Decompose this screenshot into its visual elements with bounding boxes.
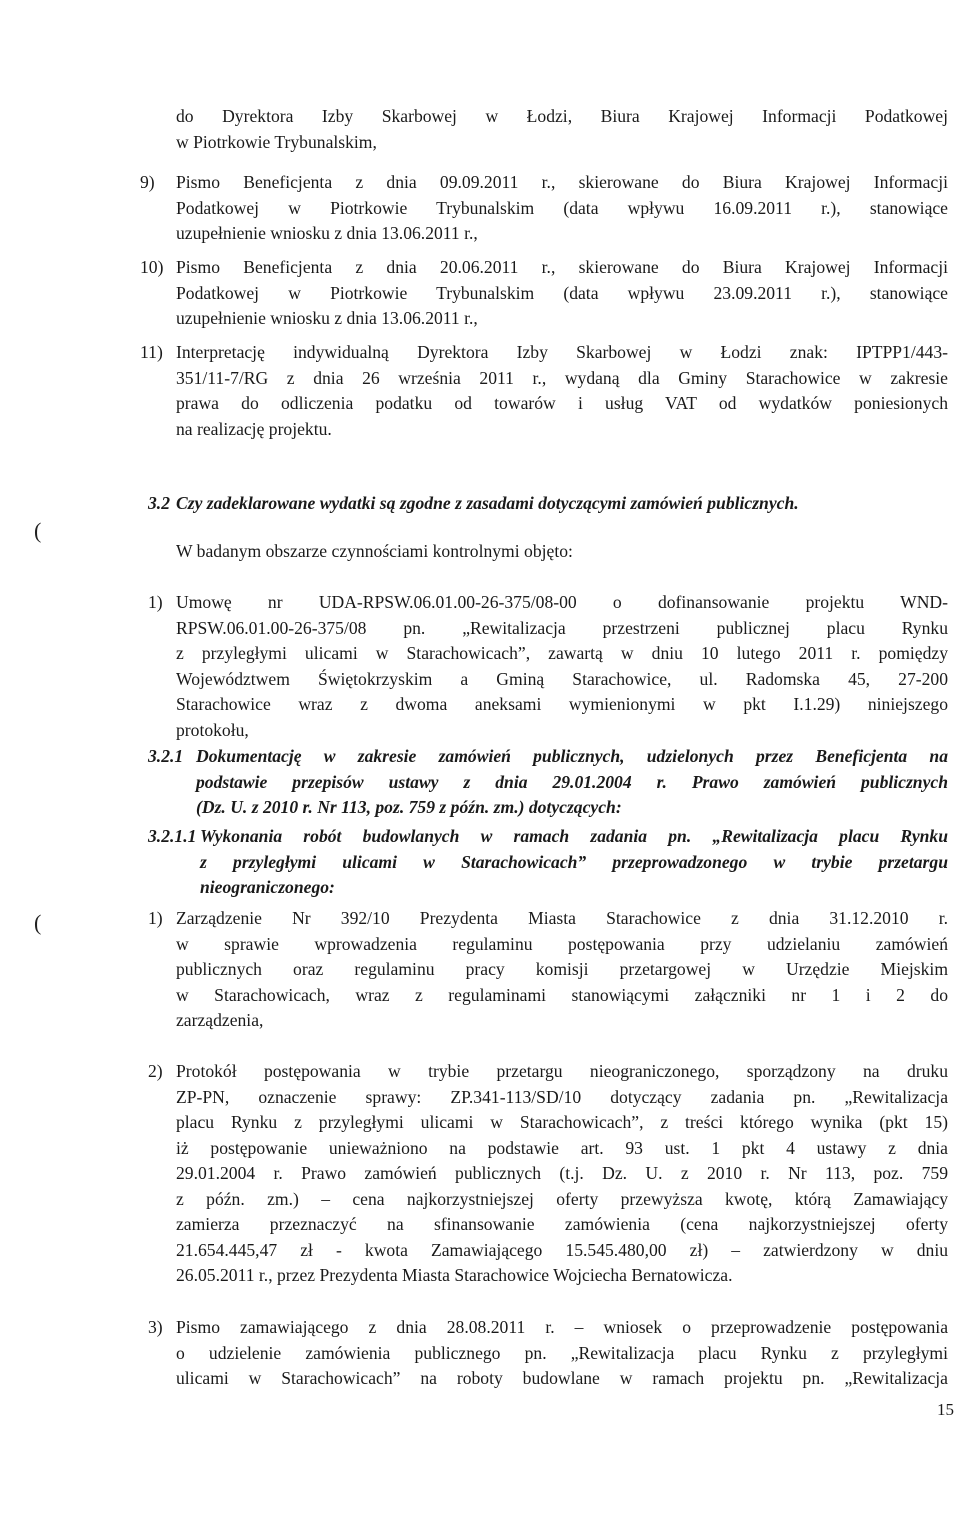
list-number: 11) <box>140 342 163 362</box>
text-line: Wykonania robót budowlanych w ramach zadania pn. „Rewitalizacja placu Rynku <box>200 826 948 846</box>
section-title: Czy zadeklarowane wydatki są zgodne z zasadami dotyczącymi zamówień publicznych. <box>176 493 799 513</box>
section-number: 3.2.1.1 <box>148 826 197 846</box>
text-line: 26.05.2011 r., przez Prezydenta Miasta Starachowice Wojciecha Bernatowicza. <box>176 1265 733 1285</box>
section-intro: W badanym obszarze czynnościami kontrolnymi objęto: <box>176 541 573 561</box>
text-line: Zarządzenie Nr 392/10 Prezydenta Miasta Starachowice z dnia 31.12.2010 r. <box>176 908 948 928</box>
section-heading <box>196 744 948 821</box>
text-line: Podatkowej w Piotrkowie Trybunalskim (data wpływu 16.09.2011 r.), stanowiące <box>176 197 948 218</box>
section-heading <box>200 824 948 901</box>
text-line: Starachowice wraz z dwoma aneksami wymienionymi w pkt I.1.29) niniejszego <box>176 694 948 714</box>
text-line: w Starachowicach, wraz z regulaminami stanowiącymi załączniki nr 1 i 2 do <box>176 984 948 1005</box>
intro-paragraph <box>176 104 948 155</box>
text-line: w sprawie wprowadzenia regulaminu postępowania przy udzielaniu zamówień <box>176 933 948 954</box>
margin-mark: ( <box>34 518 42 543</box>
text-line: Interpretację indywidualną Dyrektora Izby Skarbowej w Łodzi znak: IPTPP1/443- <box>176 342 948 362</box>
text-line: placu Rynku z przyległymi ulicami w Starachowicach”, z treści którego wynika (pkt 15) <box>176 1112 948 1132</box>
text-line: w Piotrkowie Trybunalskim, <box>176 131 377 152</box>
text-line: z przyległymi ulicami w Starachowicach”, zawartą w dniu 10 lutego 2011 r. pomiędzy <box>176 643 948 663</box>
list-number: 9) <box>140 172 155 192</box>
text-line: Pismo Beneficjenta z dnia 20.06.2011 r., skierowane do Biura Krajowej Informacji <box>176 257 948 277</box>
text-line: protokołu, <box>176 719 249 740</box>
text-line: uzupełnienie wniosku z dnia 13.06.2011 r., <box>176 308 478 328</box>
section-number: 3.2.1 <box>148 746 184 766</box>
list-number: 3) <box>148 1317 163 1337</box>
list-number: 2) <box>148 1061 163 1081</box>
list-item <box>176 170 948 247</box>
text-line: z przyległymi ulicami w Starachowicach” przeprowadzonego w trybie przetargu <box>200 851 948 872</box>
text-line: Województwem Świętokrzyskim a Gminą Starachowice, ul. Radomska 45, 27-200 <box>176 668 948 689</box>
section-number: 3.2 <box>148 493 170 513</box>
list-item <box>176 340 948 442</box>
text-line: zarządzenia, <box>176 1010 264 1030</box>
text-line: nieograniczonego: <box>200 877 335 897</box>
list-item <box>176 906 948 1034</box>
text-line: zamierza przeznaczyć na sfinansowanie zamówienia (cena najkorzystniejszej oferty <box>176 1214 948 1234</box>
text-line: z późn. zm.) – cena najkorzystniejszej oferty przewyższa kwotę, którą Zamawiający <box>176 1188 948 1209</box>
text-line: Protokół postępowania w trybie przetargu nieograniczonego, sporządzony na druku <box>176 1061 948 1081</box>
list-item <box>176 590 948 743</box>
text-line: do Dyrektora Izby Skarbowej w Łodzi, Biura Krajowej Informacji Podatkowej <box>176 106 948 126</box>
text-line: ulicami w Starachowicach” na roboty budowlane w ramach projektu pn. „Rewitalizacja <box>176 1368 948 1388</box>
text-line: uzupełnienie wniosku z dnia 13.06.2011 r., <box>176 223 478 243</box>
list-item <box>176 1315 948 1392</box>
text-line: Pismo zamawiającego z dnia 28.08.2011 r. – wniosek o przeprowadzenie postępowania <box>176 1317 948 1337</box>
page-number: 15 <box>937 1400 954 1419</box>
text-line: 21.654.445,47 zł - kwota Zamawiającego 15.545.480,00 zł) – zatwierdzony w dniu <box>176 1239 948 1260</box>
text-line: na realizację projektu. <box>176 418 332 439</box>
text-line: Pismo Beneficjenta z dnia 09.09.2011 r., skierowane do Biura Krajowej Informacji <box>176 172 948 192</box>
list-item <box>176 1059 948 1289</box>
list-item <box>176 255 948 332</box>
text-line: ZP-PN, oznaczenie sprawy: ZP.341-113/SD/10 dotyczący zadania pn. „Rewitalizacja <box>176 1086 948 1107</box>
text-line: RPSW.06.01.00-26-375/08 pn. „Rewitalizacja przestrzeni publicznej placu Rynku <box>176 617 948 638</box>
list-number: 1) <box>148 592 163 612</box>
text-line: publicznych oraz regulaminu pracy komisji przetargowej w Urzędzie Miejskim <box>176 959 948 979</box>
text-line: Podatkowej w Piotrkowie Trybunalskim (data wpływu 23.09.2011 r.), stanowiące <box>176 282 948 303</box>
text-line: podstawie przepisów ustawy z dnia 29.01.2004 r. Prawo zamówień publicznych <box>196 771 948 792</box>
text-line: prawa do odliczenia podatku od towarów i usług VAT od wydatków poniesionych <box>176 393 948 413</box>
text-line: o udzielenie zamówienia publicznego pn. „Rewitalizacja placu Rynku z przyległymi <box>176 1342 948 1363</box>
text-line: Umowę nr UDA-RPSW.06.01.00-26-375/08-00 o dofinansowanie projektu WND- <box>176 592 948 612</box>
text-line: 351/11-7/RG z dnia 26 września 2011 r., wydaną dla Gminy Starachowice w zakresie <box>176 367 948 388</box>
list-number: 1) <box>148 908 163 928</box>
margin-mark: ( <box>34 910 42 935</box>
text-line: 29.01.2004 r. Prawo zamówień publicznych (t.j. Dz. U. z 2010 r. Nr 113, poz. 759 <box>176 1163 948 1183</box>
list-number: 10) <box>140 257 164 277</box>
text-line: iż postępowanie unieważniono na podstawie art. 93 ust. 1 pkt 4 ustawy z dnia <box>176 1137 948 1158</box>
text-line: Dokumentację w zakresie zamówień publicznych, udzielonych przez Beneficjenta na <box>196 746 948 766</box>
text-line: (Dz. U. z 2010 r. Nr 113, poz. 759 z późn. zm.) dotyczących: <box>196 797 622 817</box>
